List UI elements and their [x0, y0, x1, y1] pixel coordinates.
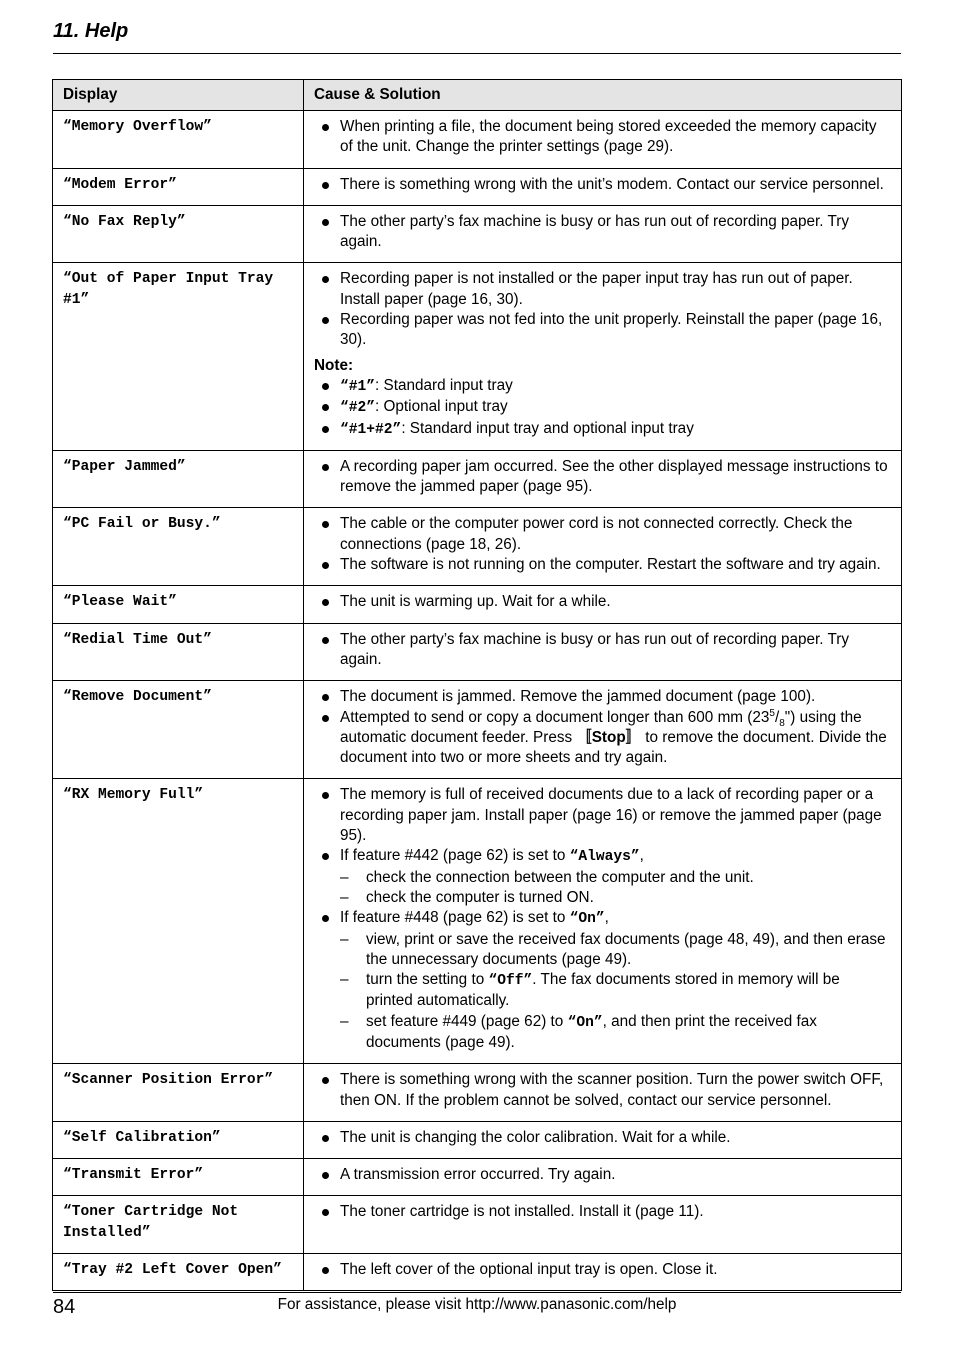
display-code: “On”: [567, 1014, 603, 1031]
footer-assistance-text: For assistance, please visit http://www.panasonic.com/help: [277, 1296, 677, 1313]
bullet-item: When printing a file, the document being stored exceeded the memory capacity of the unit. Change the printer settings (page 29).: [314, 117, 889, 158]
cause-solution: [304, 205, 902, 263]
dash-item: – view, print or save the received fax documents (page 48, 49), and then erase the unnecessary documents (page 49).: [340, 930, 889, 971]
bullet-item: The other party’s fax machine is busy or has run out of recording paper. Try again.: [314, 630, 889, 671]
bullet-item: [314, 846, 889, 908]
dash-text: turn the setting to: [366, 971, 489, 989]
table-row: [53, 1064, 902, 1122]
table-row: [53, 681, 902, 779]
display-message: “Out of Paper Input Tray #1”: [53, 263, 304, 450]
table-row: [53, 1121, 902, 1158]
display-code: “On”: [569, 911, 605, 928]
cause-solution: [304, 508, 902, 586]
display-message: “Memory Overflow”: [53, 111, 304, 169]
fraction-denominator: 8: [779, 717, 785, 729]
table-row: [53, 586, 902, 623]
cause-solution: [304, 1121, 902, 1158]
table-row: [53, 111, 902, 169]
display-message: “Transmit Error”: [53, 1159, 304, 1196]
display-message: “Scanner Position Error”: [53, 1064, 304, 1122]
note-item: [314, 397, 889, 418]
header-divider: [53, 53, 901, 54]
cause-solution: [304, 111, 902, 169]
display-message: “Please Wait”: [53, 586, 304, 623]
cause-solution: [304, 779, 902, 1064]
cause-solution: [304, 263, 902, 450]
bullet-item: There is something wrong with the scanner position. Turn the power switch OFF, then ON. If the problem cannot be solved, contact our service personnel.: [314, 1070, 889, 1111]
dash-item: – check the connection between the computer and the unit.: [340, 868, 889, 888]
cause-solution: [304, 1196, 902, 1254]
bullet-item: The toner cartridge is not installed. Install it (page 11).: [314, 1202, 889, 1222]
display-message: “Remove Document”: [53, 681, 304, 779]
display-message: “Tray #2 Left Cover Open”: [53, 1254, 304, 1291]
table-row: [53, 779, 902, 1064]
dash-text: , and then print the received fax documents (page 49).: [366, 1012, 817, 1051]
table-row: [53, 1196, 902, 1254]
table-row: [53, 205, 902, 263]
note-text: : Standard input tray and optional input tray: [401, 419, 694, 437]
footer-divider: [53, 1292, 901, 1293]
cause-solution: [304, 1159, 902, 1196]
dash-item: [340, 1012, 889, 1054]
column-header-cause: Cause & Solution: [304, 80, 902, 111]
cause-solution: [304, 586, 902, 623]
dash-item: – check the computer is turned ON.: [340, 888, 889, 908]
note-label: Note:: [314, 356, 354, 374]
bullet-text: If feature #442 (page 62) is set to: [340, 847, 570, 865]
note-text: : Standard input tray: [375, 376, 513, 394]
bullet-item: A recording paper jam occurred. See the other displayed message instructions to remove the jammed paper (page 95).: [314, 457, 889, 498]
cause-solution: [304, 681, 902, 779]
bullet-item: [314, 708, 889, 769]
section-title: 11. Help: [53, 20, 129, 42]
display-message: “Toner Cartridge Not Installed”: [53, 1196, 304, 1254]
fraction-numerator: 5: [769, 707, 775, 719]
bullet-text: Attempted to send or copy a document longer than 600 mm (23: [340, 708, 770, 726]
bullet-item: The cable or the computer power cord is not connected correctly. Check the connections (page 18, 26).: [314, 514, 889, 555]
bullet-item: Recording paper is not installed or the paper input tray has run out of paper. Install paper (page 16, 30).: [314, 269, 889, 310]
table-row: [53, 1159, 902, 1196]
table-row: [53, 168, 902, 205]
bullet-item: There is something wrong with the unit’s modem. Contact our service personnel.: [314, 175, 889, 195]
note-item: [314, 376, 889, 397]
note-text: : Optional input tray: [375, 398, 508, 416]
bullet-text: ") using the automatic document feeder. Press: [340, 708, 862, 746]
display-message: “Redial Time Out”: [53, 623, 304, 681]
display-message: “RX Memory Full”: [53, 779, 304, 1064]
bullet-text: ,: [604, 909, 609, 927]
cause-solution: [304, 168, 902, 205]
display-code: “Off”: [488, 973, 533, 990]
bullet-text: ,: [639, 847, 644, 865]
display-message: “Self Calibration”: [53, 1121, 304, 1158]
stop-key-label: 〚Stop〛: [576, 728, 641, 746]
table-row: [53, 623, 902, 681]
bullet-item: [314, 908, 889, 1053]
cause-solution: [304, 1254, 902, 1291]
cause-solution: [304, 450, 902, 508]
display-message: “Paper Jammed”: [53, 450, 304, 508]
bullet-item: The document is jammed. Remove the jammed document (page 100).: [314, 687, 889, 707]
bullet-item: The software is not running on the computer. Restart the software and try again.: [314, 555, 889, 575]
dash-text: . The fax documents stored in memory will be printed automatically.: [366, 971, 840, 1010]
display-code: “#1+#2”: [340, 421, 402, 438]
page-number: 84: [53, 1296, 76, 1318]
bullet-item: The other party’s fax machine is busy or has run out of recording paper. Try again.: [314, 212, 889, 253]
note-item: [314, 419, 889, 440]
help-table: [52, 79, 902, 1291]
display-message: “Modem Error”: [53, 168, 304, 205]
display-code: “Always”: [569, 849, 640, 866]
bullet-text: to remove the document. Divide the document into two or more sheets and try again.: [340, 728, 887, 767]
table-row: [53, 1254, 902, 1291]
bullet-item: The left cover of the optional input tray is open. Close it.: [314, 1260, 889, 1280]
dash-text: set feature #449 (page 62) to: [366, 1012, 568, 1030]
display-code: “#2”: [340, 400, 376, 417]
bullet-item: Recording paper was not fed into the unit properly. Reinstall the paper (page 16, 30).: [314, 310, 889, 351]
cause-solution: [304, 1064, 902, 1122]
cause-solution: [304, 623, 902, 681]
bullet-item: The unit is warming up. Wait for a while.: [314, 592, 889, 612]
table-header-row: [53, 80, 902, 111]
dash-item: [340, 970, 889, 1012]
column-header-display: Display: [53, 80, 304, 111]
bullet-text: If feature #448 (page 62) is set to: [340, 909, 570, 927]
display-code: “#1”: [340, 378, 376, 395]
table-row: [53, 263, 902, 450]
bullet-item: A transmission error occurred. Try again.: [314, 1165, 889, 1185]
bullet-item: The unit is changing the color calibration. Wait for a while.: [314, 1128, 889, 1148]
bullet-item: The memory is full of received documents due to a lack of recording paper or a recording paper jam. Install paper (page 16) or remove the jammed paper (page 95).: [314, 785, 889, 846]
display-message: “No Fax Reply”: [53, 205, 304, 263]
table-row: [53, 508, 902, 586]
display-message: “PC Fail or Busy.”: [53, 508, 304, 586]
table-row: [53, 450, 902, 508]
fraction-slash: /: [774, 708, 780, 726]
